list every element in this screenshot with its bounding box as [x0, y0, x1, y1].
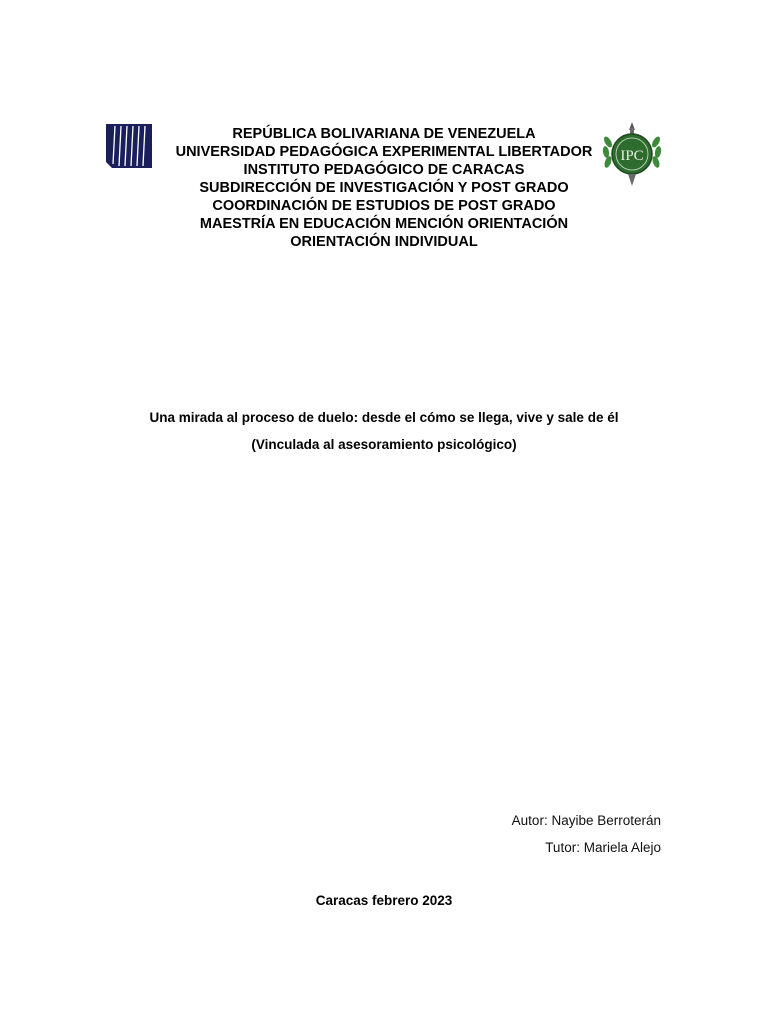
header-line-orientation: ORIENTACIÓN INDIVIDUAL — [290, 234, 478, 250]
header-line-subdirection: SUBDIRECCIÓN DE INVESTIGACIÓN Y POST GRADO — [199, 180, 569, 196]
header-line-university: UNIVERSIDAD PEDAGÓGICA EXPERIMENTAL LIBERTADOR — [175, 144, 593, 160]
header-line-institute: INSTITUTO PEDAGÓGICO DE CARACAS — [243, 162, 525, 178]
ipc-seal-icon — [602, 120, 662, 188]
document-title — [84, 410, 684, 452]
title-subtitle: (Vinculada al asesoramiento psicológico) — [251, 437, 517, 452]
institution-header — [150, 125, 618, 251]
seal-text: IPC — [620, 148, 644, 164]
upel-logo-icon — [106, 124, 152, 168]
title-main: Una mirada al proceso de duelo: desde el cómo se llega, vive y sale de él — [149, 410, 619, 425]
place-date: Caracas febrero 2023 — [315, 893, 453, 908]
header-line-republic: REPÚBLICA BOLIVARIANA DE VENEZUELA — [232, 126, 536, 142]
header-line-coordination: COORDINACIÓN DE ESTUDIOS DE POST GRADO — [212, 198, 556, 214]
header-line-masters: MAESTRÍA EN EDUCACIÓN MENCIÓN ORIENTACIÓN — [199, 216, 569, 232]
tutor-line: Tutor: Mariela Alejo — [545, 840, 661, 855]
credits-block — [512, 812, 661, 866]
author-line: Autor: Nayibe Berroterán — [511, 813, 661, 828]
